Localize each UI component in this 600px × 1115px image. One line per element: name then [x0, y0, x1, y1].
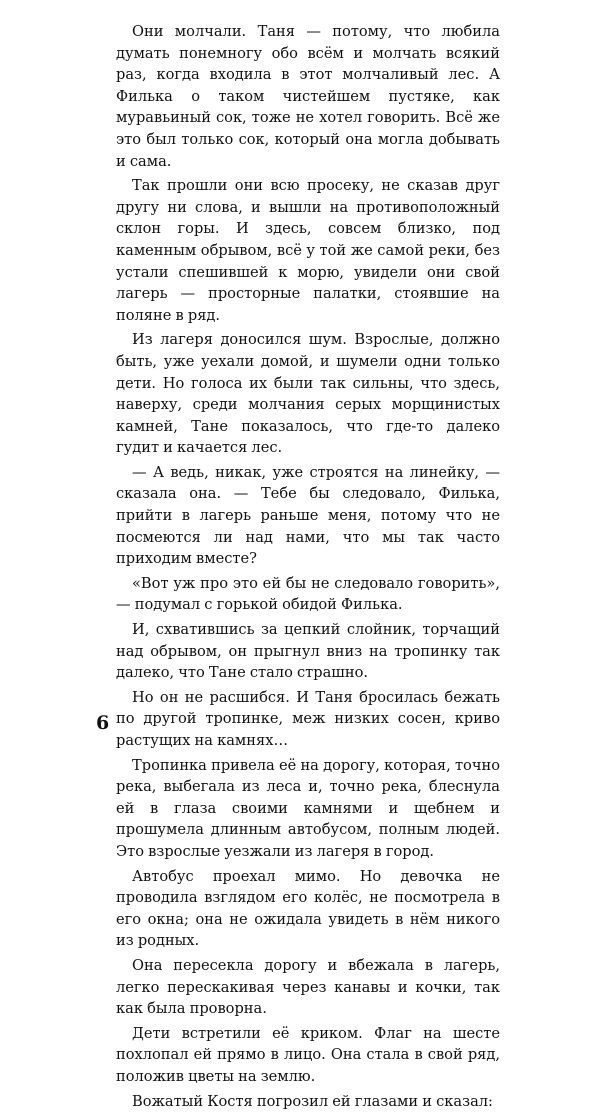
paragraph-7: Но он не расшибся. И Таня бросилась бежать по другой тропинке, меж низких сосен, криво растущих на камнях… — [116, 688, 500, 749]
paragraph-9: Автобус проехал мимо. Но девочка не проводила взглядом его колёс, не посмотрела в его окна; она не ожидала увидеть в нём никого из родных. — [116, 867, 500, 950]
page-number: 6 — [96, 712, 110, 734]
page-text — [116, 21, 500, 1115]
paragraph-12: Вожатый Костя погрозил ей глазами и сказал: — [132, 1092, 493, 1110]
paragraph-1: Они молчали. Таня — потому, что любила думать понемногу обо всём и молчать всякий раз, когда входила в этот молчаливый лес. А Филька о таком чистейшем пустяке, как муравьиный сок, тоже не хотел говорить. Всё же это был только сок, который она могла добывать и сама. — [116, 23, 500, 170]
paragraph-2: Так прошли они всю просеку, не сказав друг другу ни слова, и вышли на противоположный склон горы. И здесь, совсем близко, под каменным обрывом, всё у той же самой реки, без устали спешившей к морю, увидели они свой лагерь — просторные палатки, стоявшие на поляне в ряд. — [116, 177, 500, 324]
paragraph-4: — А ведь, никак, уже строятся на линейку, — сказала она. — Тебе бы следовало, Филька, прийти в лагерь раньше меня, потому что не посмеются ли над нами, что мы так часто приходим вместе? — [116, 463, 500, 568]
paragraph-11: Дети встретили её криком. Флаг на шесте похлопал ей прямо в лицо. Она стала в свой ряд, положив цветы на землю. — [116, 1024, 500, 1085]
paragraph-6: И, схватившись за цепкий слойник, торчащий над обрывом, он прыгнул вниз на тропинку так далеко, что Тане стало страшно. — [116, 621, 500, 682]
paragraph-8: Тропинка привела её на дорогу, которая, точно река, выбегала из леса и, точно река, блеснула ей в глаза своими камнями и щебнем и прошумела длинным автобусом, полным людей. Это взрослые уезжали из лагеря в город. — [116, 756, 500, 860]
paragraph-5: «Вот уж про это ей бы не следовало говорить», — подумал с горькой обидой Филька. — [116, 574, 500, 614]
paragraph-3: Из лагеря доносился шум. Взрослые, должно быть, уже уехали домой, и шумели одни только дети. Но голоса их были так сильны, что здесь, наверху, среди молчания серых морщинистых камней, Тане показалось, что где-то далеко гудит и качается лес. — [116, 331, 500, 457]
paragraph-10: Она пересекла дорогу и вбежала в лагерь, легко перескакивая через канавы и кочки, так как была проворна. — [116, 956, 500, 1018]
